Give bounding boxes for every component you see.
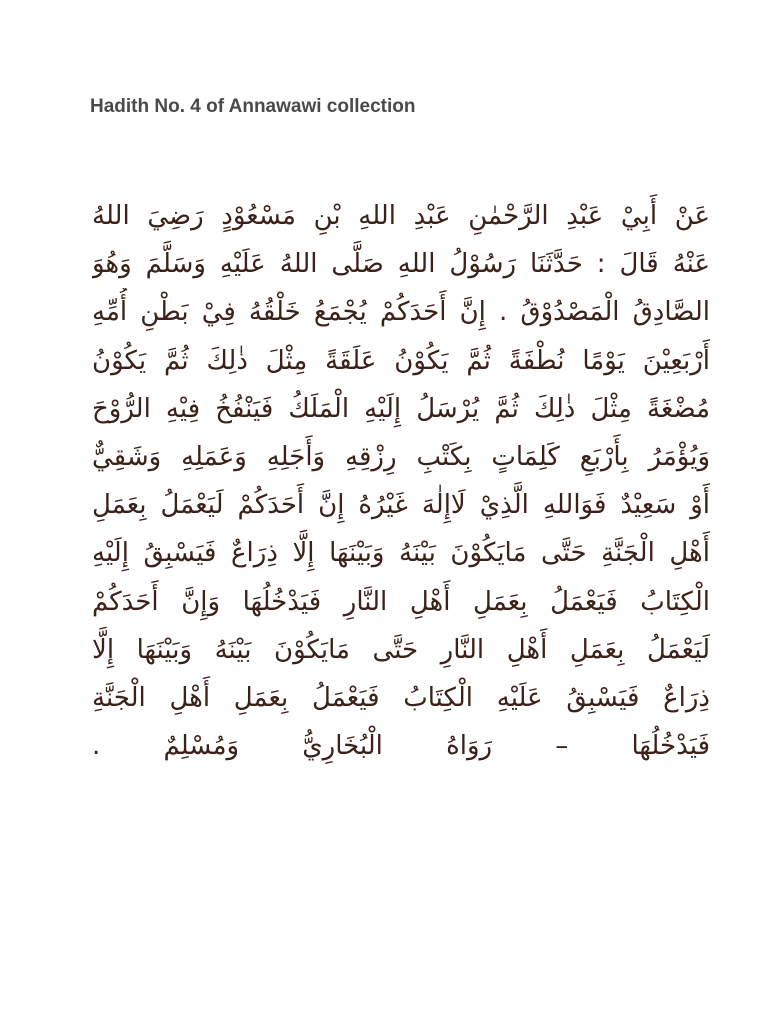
- arabic-line-10: لَيَعْمَلُ بِعَمَلِ أَهْلِ النَّارِ حَتَّى مَايَكُوْنَ بَيْنَهُ وَبَيْنَهَا إِلَّا: [92, 634, 710, 665]
- arabic-line-12: فَيَدْخُلُهَا – رَوَاهُ الْبُخَارِيُّ وَمُسْلِمٌ .: [92, 731, 710, 762]
- arabic-line-8: أَهْلِ الْجَنَّةِ حَتَّى مَايَكُوْنَ بَيْنَهُ وَبَيْنَهَا إِلَّا ذِرَاعٌ فَيَسْبِقُ إِلَيْهِ: [92, 538, 710, 569]
- arabic-line-4: أَرْبَعِيْنَ يَوْمًا نُطْفَةً ثُمَّ يَكُوْنُ عَلَقَةً مِثْلَ ذٰلِكَ ثُمَّ يَكُوْنُ: [92, 345, 710, 376]
- arabic-line-3: الصَّادِقُ الْمَصْدُوْقُ . إِنَّ أَحَدَكُمْ يُجْمَعُ خَلْقُهُ فِيْ بَطْنِ أُمِّهِ: [92, 297, 710, 328]
- document-title: Hadith No. 4 of Annawawi collection: [90, 96, 416, 117]
- arabic-line-6: وَيُؤْمَرُ بِأَرْبَعِ كَلِمَاتٍ بِكَتْبِ رِزْقِهِ وَأَجَلِهِ وَعَمَلِهِ وَشَقِيٌّ: [92, 441, 710, 472]
- arabic-line-5: مُضْغَةً مِثْلَ ذٰلِكَ ثُمَّ يُرْسَلُ إِلَيْهِ الْمَلَكُ فَيَنْفُخُ فِيْهِ الرُّوْحَ: [92, 393, 710, 424]
- arabic-line-11: ذِرَاعٌ فَيَسْبِقُ عَلَيْهِ الْكِتَابُ فَيَعْمَلُ بِعَمَلِ أَهْلِ الْجَنَّةِ: [92, 682, 710, 713]
- arabic-line-2: عَنْهُ قَالَ : حَدَّثَنَا رَسُوْلُ اللهِ صَلَّى اللهُ عَلَيْهِ وَسَلَّمَ وَهُوَ: [92, 249, 710, 280]
- hadith-arabic-text-scan: [92, 192, 710, 792]
- arabic-line-7: أَوْ سَعِيْدٌ فَوَاللهِ الَّذِيْ لَاإِلٰهَ غَيْرُهُ إِنَّ أَحَدَكُمْ لَيَعْمَلُ بِعَمَلِ: [92, 490, 710, 521]
- arabic-line-1: عَنْ أَبِيْ عَبْدِ الرَّحْمٰنِ عَبْدِ اللهِ بْنِ مَسْعُوْدٍ رَضِيَ اللهُ: [92, 201, 710, 231]
- arabic-line-9: الْكِتَابُ فَيَعْمَلُ بِعَمَلِ أَهْلِ النَّارِ فَيَدْخُلُهَا وَإِنَّ أَحَدَكُمْ: [92, 586, 710, 617]
